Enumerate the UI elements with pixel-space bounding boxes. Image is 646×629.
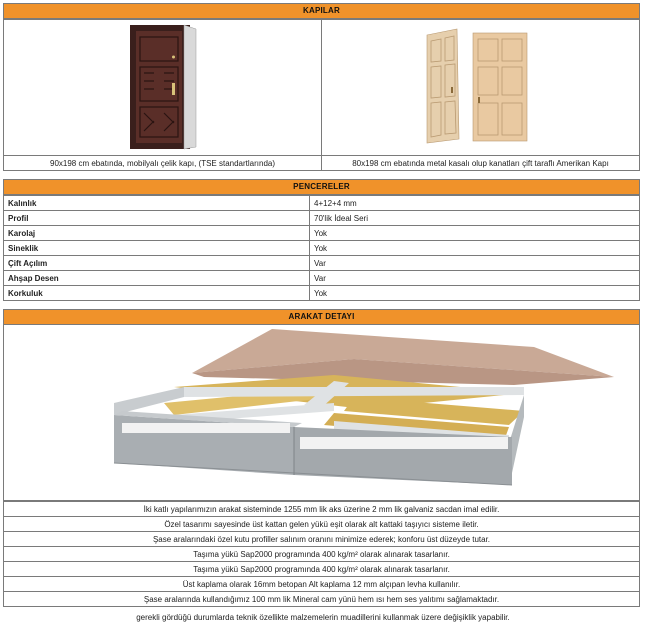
table-row [4,286,640,301]
arakat-notes [3,501,640,607]
spec-label: Çift Açılım [4,256,310,271]
table-row [4,547,640,562]
table-row [4,241,640,256]
floor-system-image [4,325,639,500]
note-text: Taşıma yükü Sap2000 programında 400 kg/m² olarak alınarak tasarlanır. [4,547,640,562]
table-row [4,271,640,286]
american-door-caption: 80x198 cm ebatında metal kasalı olup kanatları çift taraflı Amerikan Kapı [322,156,640,171]
spec-label: Ahşap Desen [4,271,310,286]
spec-value: Yok [310,286,640,301]
steel-door-caption: 90x198 cm ebatında, mobilyalı çelik kapı, (TSE standartlarında) [4,156,322,171]
doors-header: KAPILAR [3,3,640,19]
spec-value: 70'lik İdeal Seri [310,211,640,226]
spec-label: Karolaj [4,226,310,241]
note-text: Özel tasarımı sayesinde üst kattan gelen yükü eşit olarak alt kattaki taşıyıcı sisteme iletir. [4,517,640,532]
note-text: Üst kaplama olarak 16mm betopan Alt kaplama 12 mm alçıpan levha kullanılır. [4,577,640,592]
spec-value: Yok [310,226,640,241]
table-row [4,562,640,577]
arakat-header: ARAKAT DETAYI [3,309,640,325]
spec-label: Sineklik [4,241,310,256]
spec-value: Var [310,271,640,286]
table-row [4,577,640,592]
windows-table [3,195,640,301]
note-text: Şase aralarında kullandığımız 100 mm lik Mineral cam yünü hem ısı hem ses yalıtımı sağlamaktadır. [4,592,640,607]
note-text: Şase aralarındaki özel kutu profiller salınım oranını minimize ederek; konforu üst düzeyde tutar. [4,532,640,547]
spec-value: Var [310,256,640,271]
spec-label: Kalınlık [4,196,310,211]
table-row [4,532,640,547]
arakat-illustration [3,325,640,501]
table-row [4,211,640,226]
table-row [4,256,640,271]
spec-label: Profil [4,211,310,226]
american-door-images [421,27,541,147]
footer-note: gerekli gördüğü durumlarda teknik özellikte malzemelerin muadillerini kullanmak üzere değişiklik yapabilir. [136,613,510,622]
steel-door-image [128,23,198,151]
spec-value: 4+12+4 mm [310,196,640,211]
table-row [4,196,640,211]
spec-label: Korkuluk [4,286,310,301]
table-row [4,517,640,532]
doors-table [3,19,640,171]
table-row [4,592,640,607]
american-door-cell [322,20,640,156]
steel-door-cell [4,20,322,156]
note-text: Taşıma yükü Sap2000 programında 400 kg/m² olarak alınarak tasarlanır. [4,562,640,577]
windows-header: PENCERELER [3,179,640,195]
table-row [4,502,640,517]
spec-value: Yok [310,241,640,256]
note-text: İki katlı yapılarımızın arakat sisteminde 1255 mm lik aks üzerine 2 mm lik galvaniz sacdan imal edilir. [4,502,640,517]
table-row [4,226,640,241]
spec-sheet [3,3,640,607]
